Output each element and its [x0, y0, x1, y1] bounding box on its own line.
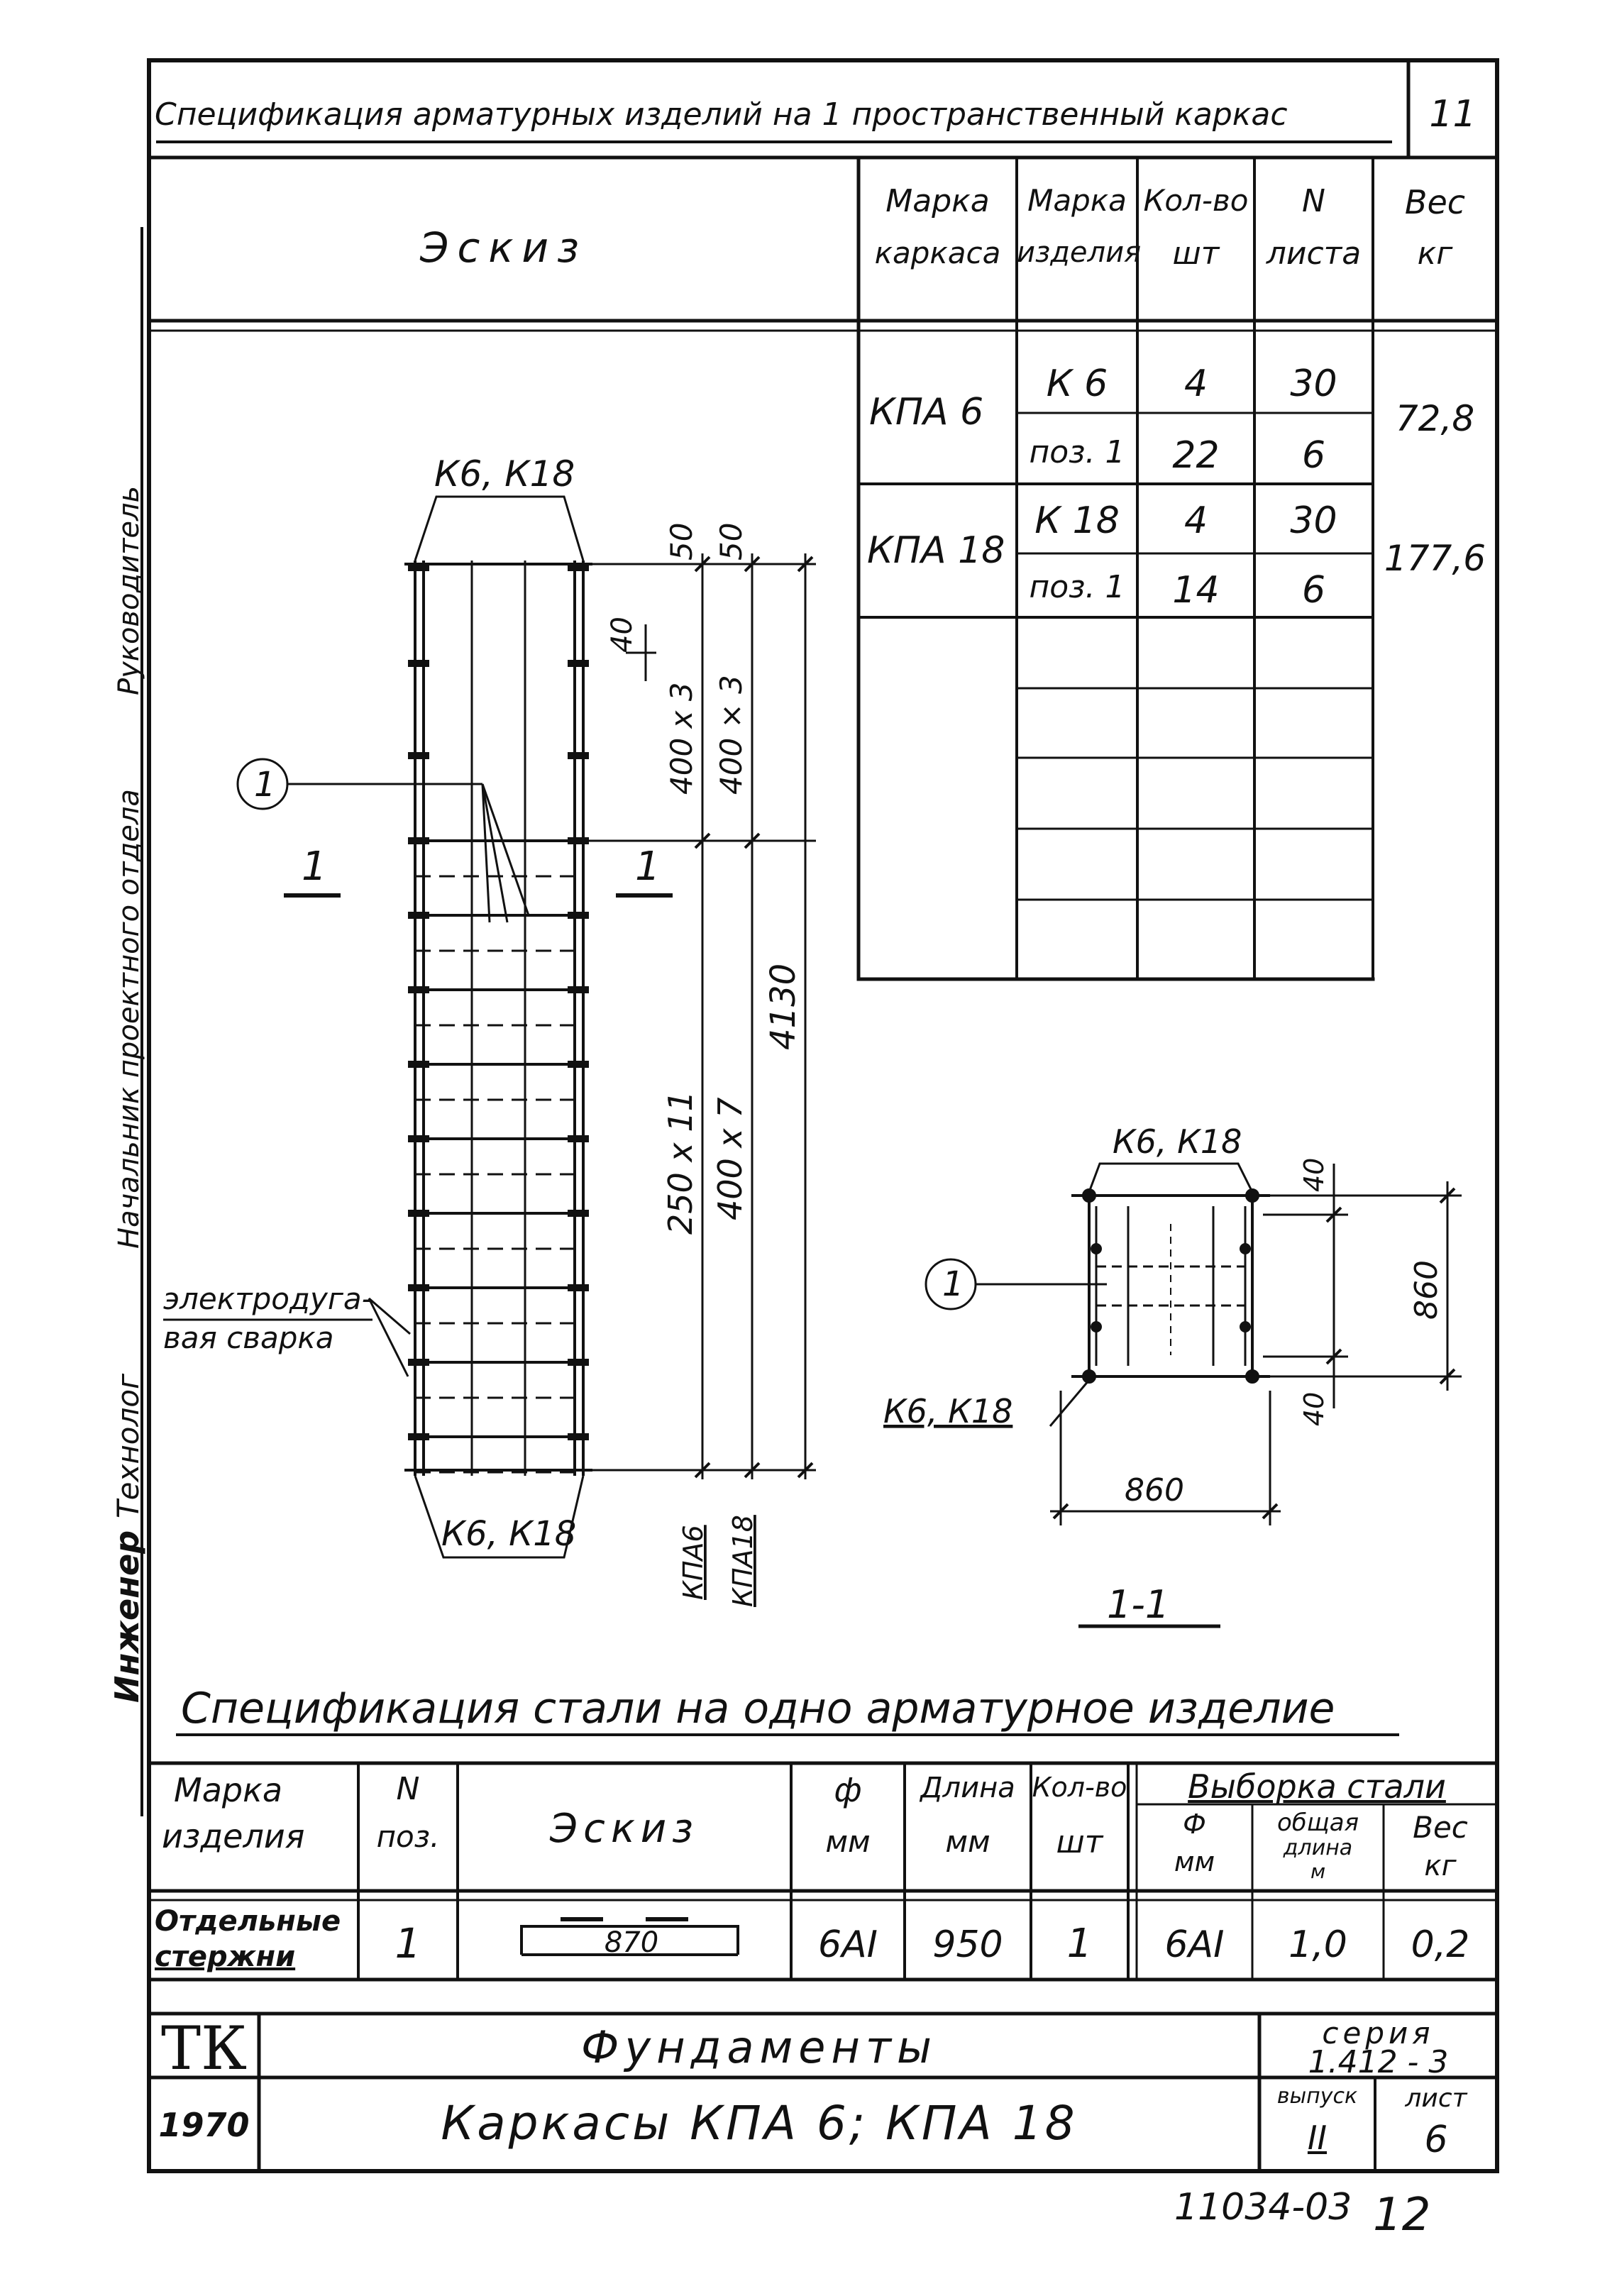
qty-header-2: шт — [1172, 236, 1220, 272]
sheet-header-2: листа — [1266, 236, 1362, 272]
s2-s-w-1: Вес — [1413, 1810, 1468, 1845]
s2-phi-2: мм — [825, 1824, 871, 1859]
weight-kpa18: 177,6 — [1384, 538, 1486, 579]
frame-kpa6: КПА 6 — [869, 391, 984, 434]
frame-label-top: К6, К18 — [434, 453, 575, 495]
weight-header-2: кг — [1417, 236, 1453, 272]
section-mark-right: 1 — [635, 844, 661, 890]
s2-item-mark-1: Марка — [174, 1771, 283, 1809]
s2-row-item-1: Отдельные — [155, 1905, 341, 1938]
issue-label: выпуск — [1276, 2084, 1358, 2109]
frame-mark-header-1: Марка — [885, 183, 990, 219]
stamp-title: Фундаменты — [581, 2021, 937, 2073]
s2-s-phi-1: Ф — [1183, 1809, 1206, 1840]
spec2-title: Спецификация стали на одно арматурное изделие — [181, 1684, 1335, 1733]
qty-poz1-a: 22 — [1172, 434, 1220, 477]
series-label: серия — [1322, 2016, 1435, 2051]
s2-pos-2: поз. — [376, 1819, 440, 1854]
s2-selection: Выборка стали — [1188, 1767, 1446, 1806]
frame-mark-header-2: каркаса — [874, 236, 1001, 270]
s2-row-phi: 6АI — [818, 1924, 878, 1966]
stamp-subtitle: Каркасы КПА 6; КПА 18 — [441, 2096, 1078, 2151]
sec-dim-40-bottom: 40 — [1298, 1391, 1330, 1426]
s2-sketch: Эскиз — [550, 1806, 699, 1852]
callout-number: 1 — [254, 765, 276, 805]
margin-stamp — [7, 184, 149, 1887]
dim-400x7: 400 х 7 — [711, 1097, 749, 1220]
item-k6: К 6 — [1046, 363, 1108, 405]
sec-dim-860-v: 860 — [1408, 1260, 1445, 1320]
s2-pos-1: N — [396, 1771, 420, 1807]
s2-item-mark-2: изделия — [162, 1817, 305, 1855]
s2-s-len-1: общая — [1276, 1809, 1359, 1837]
item-poz1-a: поз. 1 — [1029, 434, 1125, 470]
sketch-header: Эскиз — [420, 223, 587, 272]
weight-kpa6: 72,8 — [1395, 398, 1475, 439]
series-value: 1.412 - 3 — [1308, 2044, 1449, 2080]
dim-50-a: 50 — [664, 522, 699, 561]
dim-50-b: 50 — [714, 522, 749, 561]
sec-dim-860-h: 860 — [1125, 1472, 1184, 1508]
s2-s-len-3: м — [1310, 1860, 1326, 1883]
welding-label-1: электродуга- — [163, 1281, 372, 1316]
weight-header-1: Вес — [1404, 183, 1466, 221]
sheet-value: 6 — [1424, 2119, 1448, 2161]
qty-k18: 4 — [1183, 500, 1208, 542]
sec-title: 1-1 — [1107, 1582, 1170, 1627]
s2-s-len-2: длина — [1283, 1836, 1353, 1860]
sheet-poz1-a: 6 — [1301, 434, 1326, 477]
s2-length-1: Длина — [920, 1772, 1015, 1804]
page-number: 11 — [1429, 93, 1477, 136]
s2-qty-2: шт — [1056, 1824, 1103, 1860]
s2-row-qty: 1 — [1066, 1921, 1093, 1967]
welding-label-2: вая сварка — [163, 1320, 334, 1355]
archive-code: 11034-03 — [1174, 2186, 1352, 2229]
qty-header-1: Кол-во — [1143, 183, 1249, 218]
sheet-k18: 30 — [1290, 500, 1337, 542]
dim-4130: 4130 — [763, 963, 803, 1050]
frame-label-bottom: К6, К18 — [441, 1514, 577, 1554]
item-k18: К 18 — [1034, 500, 1120, 542]
label-kpa6: КПА6 — [678, 1525, 709, 1600]
section-mark-left: 1 — [302, 844, 327, 890]
stamp-logo: ТК — [160, 2014, 248, 2083]
margin-text-4: Руководитель — [113, 485, 145, 695]
sec-callout-number: 1 — [942, 1264, 964, 1304]
qty-poz1-b: 14 — [1172, 569, 1220, 612]
s2-phi-1: ф — [834, 1771, 862, 1809]
issue-value: II — [1307, 2119, 1328, 2157]
s2-row-s-w: 0,2 — [1411, 1924, 1470, 1966]
sheet-k6: 30 — [1290, 363, 1337, 405]
s2-row-sketch-len: 870 — [604, 1926, 659, 1959]
s2-row-pos: 1 — [394, 1919, 421, 1967]
sec-label-bottom: К6, К18 — [883, 1392, 1013, 1430]
frame-kpa18: КПА 18 — [867, 529, 1005, 572]
sec-dim-40-top: 40 — [1298, 1157, 1330, 1192]
dim-400x3-b: 400 × 3 — [714, 675, 749, 795]
qty-k6: 4 — [1183, 363, 1208, 405]
sheet-label: лист — [1405, 2084, 1467, 2113]
item-mark-header-1: Марка — [1027, 183, 1127, 218]
archive-page: 12 — [1373, 2189, 1431, 2241]
label-kpa18: КПА18 — [727, 1515, 758, 1607]
margin-text-3: Начальник проектного отдела — [113, 789, 145, 1249]
s2-row-s-phi: 6АI — [1164, 1924, 1225, 1966]
stamp-year: 1970 — [158, 2106, 250, 2144]
margin-text-1: Инженер — [108, 1530, 146, 1703]
s2-row-item-2: стержни — [155, 1941, 296, 1973]
s2-length-2: мм — [945, 1824, 990, 1859]
dim-250x11: 250 х 11 — [661, 1091, 700, 1235]
dim-40: 40 — [606, 617, 639, 653]
dim-400x3-a: 400 х 3 — [664, 682, 699, 795]
s2-s-phi-2: мм — [1174, 1846, 1215, 1877]
sheet-poz1-b: 6 — [1301, 569, 1326, 612]
item-poz1-b: поз. 1 — [1029, 569, 1125, 605]
s2-qty-1: Кол-во — [1032, 1772, 1127, 1803]
s2-row-length: 950 — [932, 1924, 1003, 1966]
item-mark-header-2: изделия — [1017, 236, 1142, 269]
sec-label-top: К6, К18 — [1113, 1122, 1242, 1161]
sheet-header-1: N — [1302, 183, 1325, 219]
s2-row-s-len: 1,0 — [1288, 1924, 1347, 1966]
sheet-title: Спецификация арматурных изделий на 1 пространственный каркас — [155, 96, 1288, 133]
s2-s-w-2: кг — [1424, 1850, 1457, 1882]
margin-text-2: Технолог — [111, 1373, 145, 1518]
